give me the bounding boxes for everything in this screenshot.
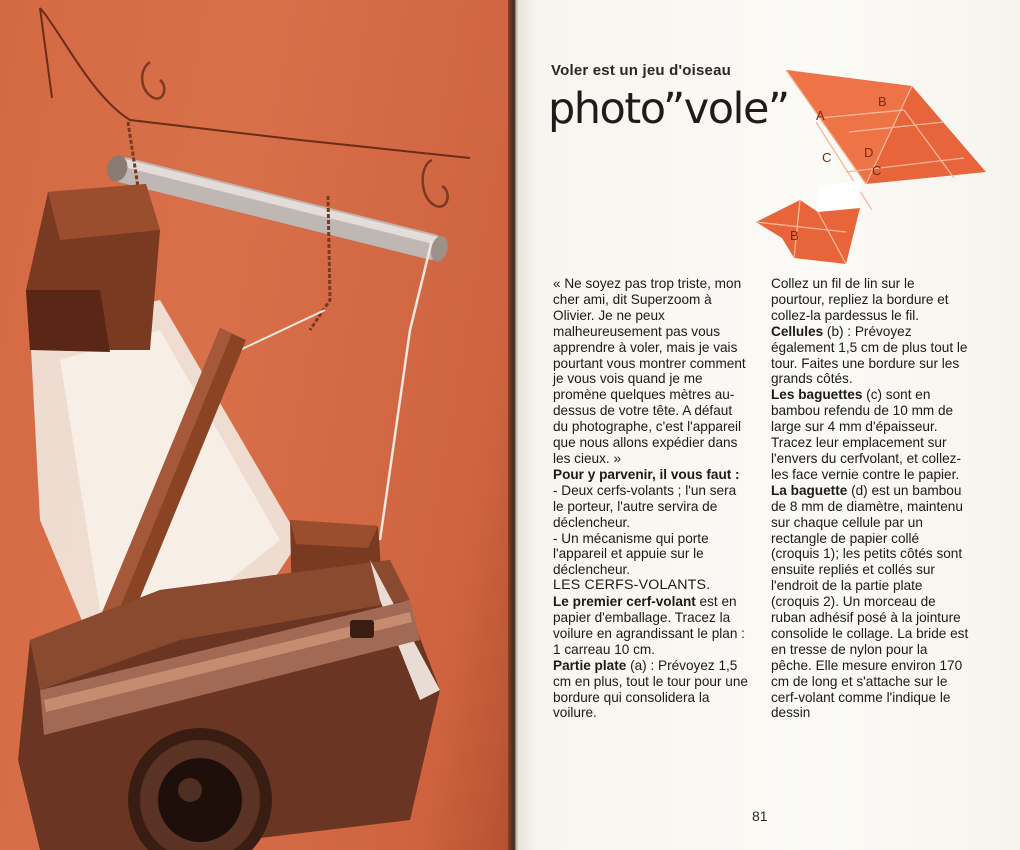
kite-diagram bbox=[754, 62, 994, 267]
page-number: 81 bbox=[752, 808, 768, 824]
text-column-left bbox=[553, 276, 750, 721]
list-item: - Deux cerfs-volants ; l'un sera le porteur, l'autre servira de déclencheur. bbox=[553, 482, 737, 530]
paragraph: 1 carreau 10 cm. bbox=[553, 641, 655, 657]
diagram-label-b: B bbox=[878, 94, 887, 109]
paragraph-bold: Pour y parvenir, il vous faut : bbox=[553, 466, 740, 482]
kicker: Voler est un jeu d'oiseau bbox=[551, 62, 731, 79]
paragraph: Les baguettes (c) sont en bambou refendu de 10 mm de large sur 4 mm d'épaisseur. Tracez leur emplacement sur l'envers du cerfvolant, et collez-les face vernie contre le papier. bbox=[771, 387, 961, 482]
paragraph: « Ne soyez pas trop triste, mon cher ami, dit Superzoom à Olivier. Je ne peux malheureusement pas vous apprendre à voler, mais je vais pourtant vous montrer comment je vous vois quand je me promène quelques mètres au-dessus de votre tête. A défaut du photographe, c'est l'appareil que nous allons expédier dans les cieux. » bbox=[553, 276, 746, 466]
paragraph: Collez un fil de lin sur le pourtour, repliez la bordure et collez-la pardessus le fil. bbox=[771, 276, 949, 323]
diagram-label-c2: C bbox=[872, 163, 882, 178]
paragraph: La baguette (d) est un bambou de 8 mm de diamètre, maintenu sur chaque cellule par un rectangle de papier collé (croquis 1); les petits côtés sont ensuite repliés et collés sur l'endroit de la partie plate (croquis 2). Un morceau de ruban adhésif posé à la jointure consolide le collage. La bride est en tresse de nylon pour la pêche. Elle mesure environ 170 cm de long et s'attache sur le cerf-volant comme l'indique le dessin bbox=[771, 482, 969, 721]
diagram-label-c: C bbox=[822, 150, 832, 165]
diagram-label-b2: B bbox=[790, 228, 799, 243]
list-item: - Un mécanisme qui porte l'appareil et appuie sur le déclencheur. bbox=[553, 530, 709, 578]
text-column-right bbox=[771, 276, 971, 721]
diagram-label-d: D bbox=[864, 145, 874, 160]
paragraph: Le premier cerf-volant est en papier d'emballage. Tracez la voilure en agrandissant le plan : bbox=[553, 594, 745, 641]
diagram-label-a: A bbox=[816, 108, 825, 123]
text-page bbox=[518, 0, 1020, 850]
paragraph: Partie plate (a) : Prévoyez 1,5 cm en plus, tout le tour pour une bordure qui consolidera la voilure. bbox=[553, 657, 748, 721]
section-heading: LES CERFS-VOLANTS. bbox=[553, 577, 711, 594]
paragraph: Cellules (b) : Prévoyez également 1,5 cm de plus tout le tour. Faites une bordure sur les grands côtés. bbox=[771, 323, 968, 387]
page-title: photo”vole” bbox=[548, 84, 789, 134]
